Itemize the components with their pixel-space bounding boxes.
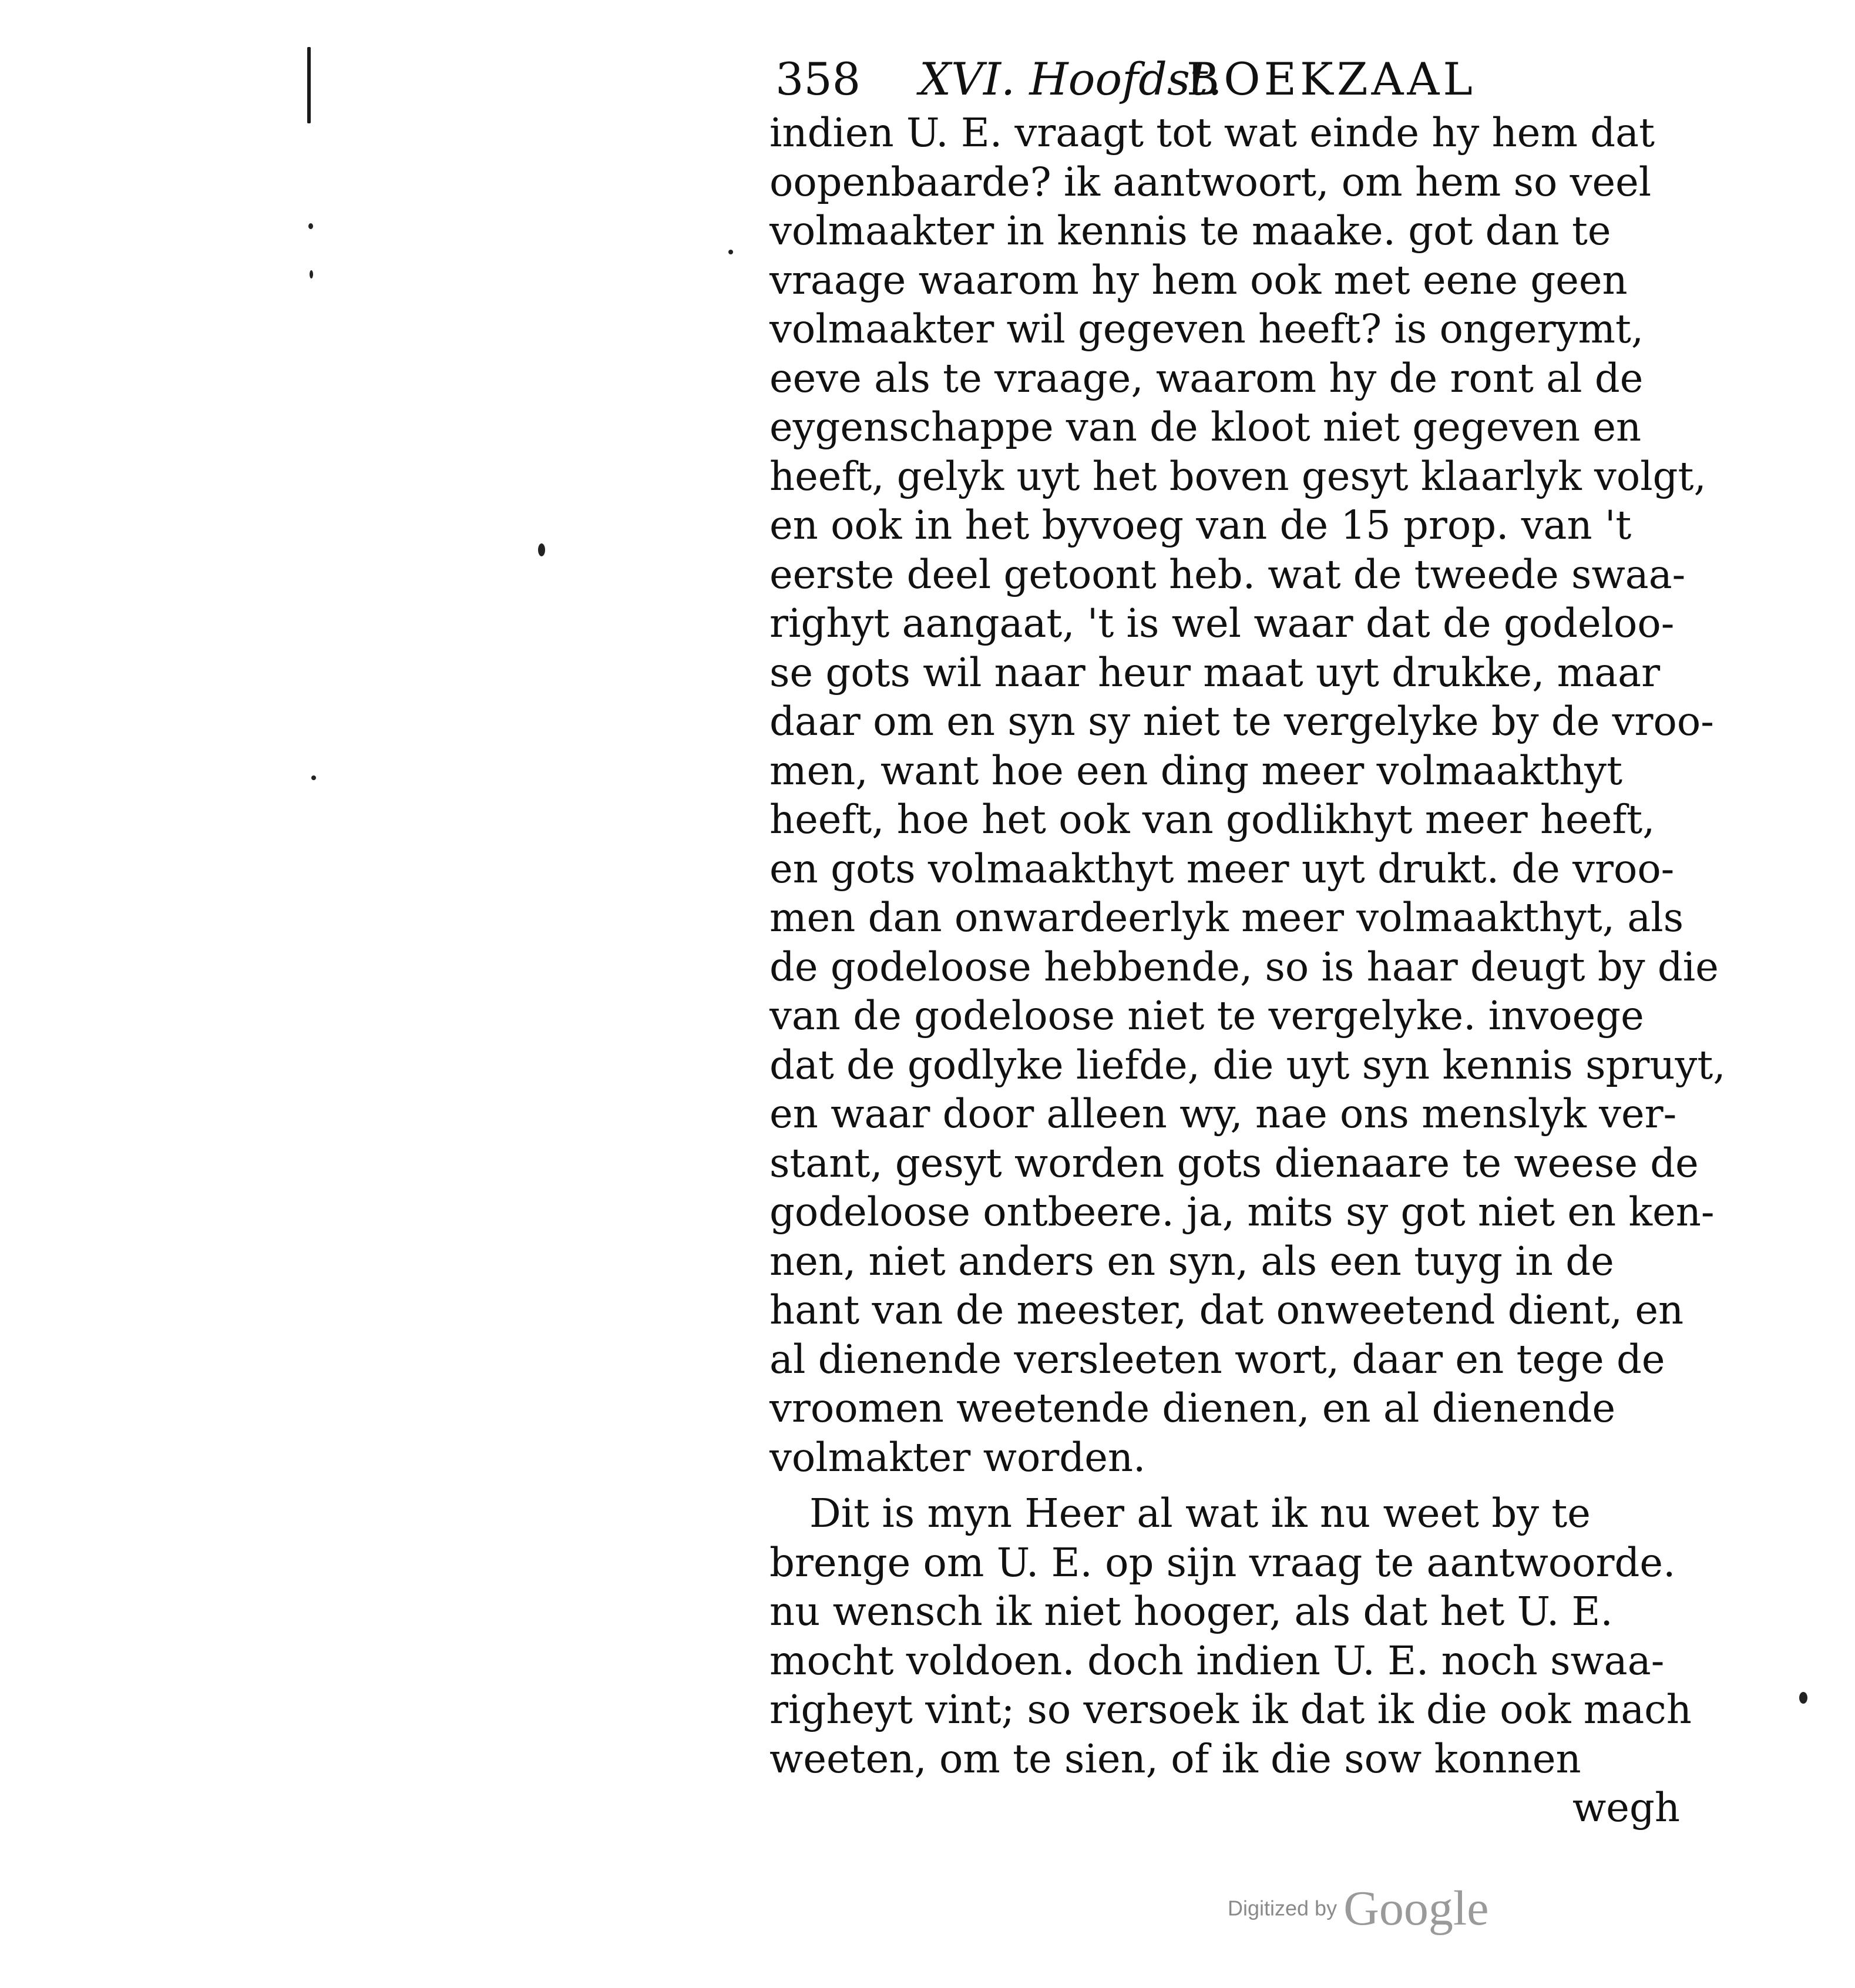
- text-line: indien U. E. vraagt tot wat einde hy hem dat: [769, 110, 1655, 156]
- text-line: al dienende versleeten wort, daar en tege de: [769, 1336, 1665, 1382]
- scan-speck: [311, 775, 316, 780]
- scan-speck: [308, 223, 313, 229]
- digitization-watermark: [1228, 1880, 1488, 1937]
- page-number: 358: [775, 53, 861, 105]
- running-head: [769, 50, 1709, 109]
- scan-speck: [1799, 1692, 1807, 1704]
- text-line: men, want hoe een ding meer volmaakthyt: [769, 747, 1623, 794]
- text-line: eerste deel getoont heb. wat de tweede swaa-: [769, 551, 1686, 597]
- scan-speck: [538, 543, 545, 556]
- text-line: heeft, gelyk uyt het boven gesyt klaarlyk volgt,: [769, 453, 1706, 499]
- catchword: wegh: [1572, 1785, 1680, 1831]
- text-line: heeft, hoe het ook van godlikhyt meer heeft,: [769, 797, 1655, 842]
- text-line: volmaakter wil gegeven heeft? is ongerymt,: [769, 306, 1644, 352]
- text-line: se gots wil naar heur maat uyt drukke, maar: [769, 649, 1661, 696]
- text-line: mocht voldoen. doch indien U. E. noch swaa-: [769, 1637, 1665, 1684]
- body-text: [769, 109, 1726, 1833]
- text-line: daar om en syn sy niet te vergelyke by de vroo-: [769, 699, 1714, 744]
- text-line: vraage waarom hy hem ook met eene geen: [769, 257, 1628, 303]
- text-line: en waar door alleen wy, nae ons menslyk ver-: [769, 1091, 1677, 1137]
- book-page: [769, 50, 1726, 1833]
- scan-speck: [728, 250, 733, 254]
- text-line: stant, gesyt worden gots dienaare te weese de: [769, 1140, 1699, 1186]
- text-line: nen, niet anders en syn, als een tuyg in de: [769, 1238, 1614, 1284]
- scan-speck: [310, 270, 313, 278]
- text-line: de godeloose hebbende, so is haar deugt by die: [769, 943, 1719, 990]
- text-line: righeyt vint; so versoek ik dat ik die ook mach: [769, 1687, 1692, 1732]
- text-line: en ook in het byvoeg van de 15 prop. van 't: [769, 502, 1632, 548]
- text-line: nu wensch ik niet hooger, als dat het U. E.: [769, 1589, 1613, 1634]
- text-line: dat de godlyke liefde, die uyt syn kennis spruyt,: [769, 1042, 1726, 1088]
- text-line: brenge om U. E. op sijn vraag te aantwoorde.: [769, 1539, 1676, 1586]
- text-line: righyt aangaat, 't is wel waar dat de godeloo-: [769, 600, 1675, 646]
- chapter-label: XVI. Hoofdst.: [919, 53, 1222, 105]
- gutter-rule: [307, 47, 311, 123]
- book-title: BOEKZAAL: [1187, 53, 1476, 105]
- watermark-label: Digitized by: [1228, 1896, 1338, 1920]
- text-line: vroomen weetende dienen, en al dienende: [769, 1385, 1616, 1431]
- text-line: hant van de meester, dat onweetend dient, en: [769, 1287, 1684, 1333]
- text-line: men dan onwardeerlyk meer volmaakthyt, als: [769, 895, 1684, 941]
- text-line: oopenbaarde? ik aantwoort, om hem so veel: [769, 159, 1652, 205]
- paragraph-start-line: Dit is myn Heer al wat ik nu weet by te: [809, 1490, 1591, 1536]
- text-line: volmaakter in kennis te maake. got dan te: [769, 208, 1611, 254]
- google-logo: Google: [1343, 1881, 1489, 1936]
- text-line: eygenschappe van de kloot niet gegeven en: [769, 404, 1642, 450]
- text-line: van de godeloose niet te vergelyke. invoege: [769, 993, 1644, 1039]
- text-line: en gots volmaakthyt meer uyt drukt. de vroo-: [769, 845, 1675, 892]
- text-line: eeve als te vraage, waarom hy de ront al de: [769, 355, 1644, 401]
- text-line: volmakter worden.: [769, 1434, 1146, 1480]
- text-line: weeten, om te sien, of ik die sow konnen: [769, 1735, 1581, 1782]
- text-line: godeloose ontbeere. ja, mits sy got niet en ken-: [769, 1189, 1715, 1235]
